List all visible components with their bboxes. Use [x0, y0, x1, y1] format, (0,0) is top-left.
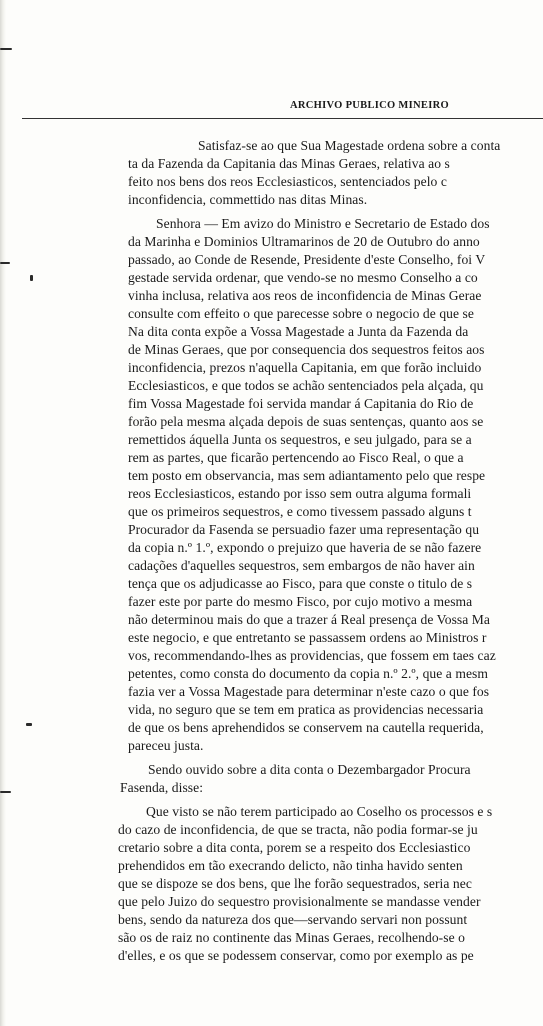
text-line: da Marinha e Dominios Ultramarinos de 20 de Outubro do anno	[128, 234, 480, 249]
text-line: passado, ao Conde de Resende, Presidente d'este Conselho, foi V	[128, 252, 486, 267]
text-line: consulte com effeito o que parecesse sobre o negocio de que se	[128, 306, 474, 321]
header-rule	[22, 118, 543, 119]
text-line: reos Ecclesiasticos, estando por isso sem outra alguma formali	[128, 486, 472, 501]
text-line: rem as partes, que ficarão pertencendo ao Fisco Real, o que a	[128, 450, 464, 465]
text-line: ta da Fazenda da Capitania das Minas Geraes, relativa ao s	[128, 156, 450, 171]
text-line: inconfidencia, prezos n'aquella Capitania, em que forão incluido	[128, 360, 482, 375]
text-line: forão pela mesma alçada depois de suas sentenças, quanto aos se	[128, 414, 484, 429]
text-line: Ecclesiasticos, e que todos se achão sentenciados pela alçada, qu	[128, 378, 484, 393]
text-line: que os primeiros sequestros, e como tivessem passado alguns t	[128, 504, 472, 519]
text-line: este negocio, e que entretanto se passassem ordens ao Ministros r	[128, 630, 487, 645]
text-line: vos, recommendando-lhes as providencias, que fossem em taes caz	[128, 648, 496, 663]
text-line: petentes, como consta do documento da copia n.º 2.º, que a mesm	[128, 666, 489, 681]
document-body	[0, 122, 543, 1022]
text-line: feito nos bens dos reos Ecclesiasticos, sentenciados pelo c	[128, 174, 447, 189]
text-line: Na dita conta expõe a Vossa Magestade a Junta da Fazenda da	[128, 324, 469, 339]
text-line: Senhora — Em avizo do Ministro e Secretario de Estado dos	[156, 216, 490, 231]
text-line: da copia n.º 1.º, expondo o prejuizo que haveria de se não fazere	[128, 540, 482, 555]
text-line: Procurador da Fasenda se persuadio fazer uma representação qu	[128, 522, 480, 537]
text-line: inconfidencia, commettido nas ditas Minas.	[128, 192, 368, 207]
text-line: são os de raiz no continente das Minas Geraes, recolhendo-se o	[118, 930, 465, 945]
text-line: Fasenda, disse:	[120, 780, 204, 795]
text-line: bens, sendo da natureza dos que—servando servari non possunt	[118, 912, 468, 927]
text-line: de Minas Geraes, que por consequencia dos sequestros feitos aos	[128, 342, 485, 357]
text-line: de que os bens aprehendidos se conservem na cautella requerida,	[128, 720, 484, 735]
text-line: fazia ver a Vossa Magestade para determinar n'este cazo o que fos	[128, 684, 490, 699]
text-line: remettidos áquella Junta os sequestros, e seu julgado, para se a	[128, 432, 472, 447]
text-line: Sendo ouvido sobre a dita conta o Dezembargador Procura	[148, 762, 471, 777]
text-line: Que visto se não terem participado ao Coselho os processos e s	[146, 804, 493, 819]
margin-mark	[0, 48, 12, 50]
text-line: cretario sobre a dita conta, porem se a respeito dos Ecclesiastico	[118, 840, 471, 855]
text-line: fim Vossa Magestade foi servida mandar á Capitania do Rio de	[128, 396, 474, 411]
text-line: vida, no seguro que se tem em pratica as providencias necessaria	[128, 702, 484, 717]
text-line: tem posto em observancia, mas sem adiantamento pelo que respe	[128, 468, 486, 483]
text-line: não determinou mais do que a trazer á Real presença de Vossa Ma	[128, 612, 490, 627]
text-line: tença que os adjudicasse ao Fisco, para que conste o titulo de s	[128, 576, 473, 591]
text-line: fazer este por parte do mesmo Fisco, por cujo motivo a mesma	[128, 594, 473, 609]
running-header	[110, 98, 543, 118]
text-line: vinha inclusa, relativa aos reos de inconfidencia de Minas Gerae	[128, 288, 482, 303]
text-line: prehendidos em tão execrando delicto, não tinha havido senten	[118, 858, 463, 873]
text-line: do cazo de inconfidencia, de que se tracta, não podia formar-se ju	[118, 822, 478, 837]
text-line: gestade servida ordenar, que vendo-se no mesmo Conselho a co	[128, 270, 478, 285]
text-line: d'elles, e os que se podessem conservar, como por exemplo as pe	[118, 948, 474, 963]
text-line: que se dispoze se dos bens, que lhe forão sequestrados, seria nec	[118, 876, 472, 891]
text-line: que pelo Juizo do sequestro provisionalmente se mandasse vender	[118, 894, 481, 909]
page-title: ARCHIVO PUBLICO MINEIRO	[290, 100, 449, 111]
text-line: pareceu justa.	[128, 738, 204, 753]
text-line: cadações d'aquelles sequestros, sem embargos de não haver ain	[128, 558, 475, 573]
text-line: Satisfaz-se ao que Sua Magestade ordena sobre a conta	[198, 138, 501, 153]
